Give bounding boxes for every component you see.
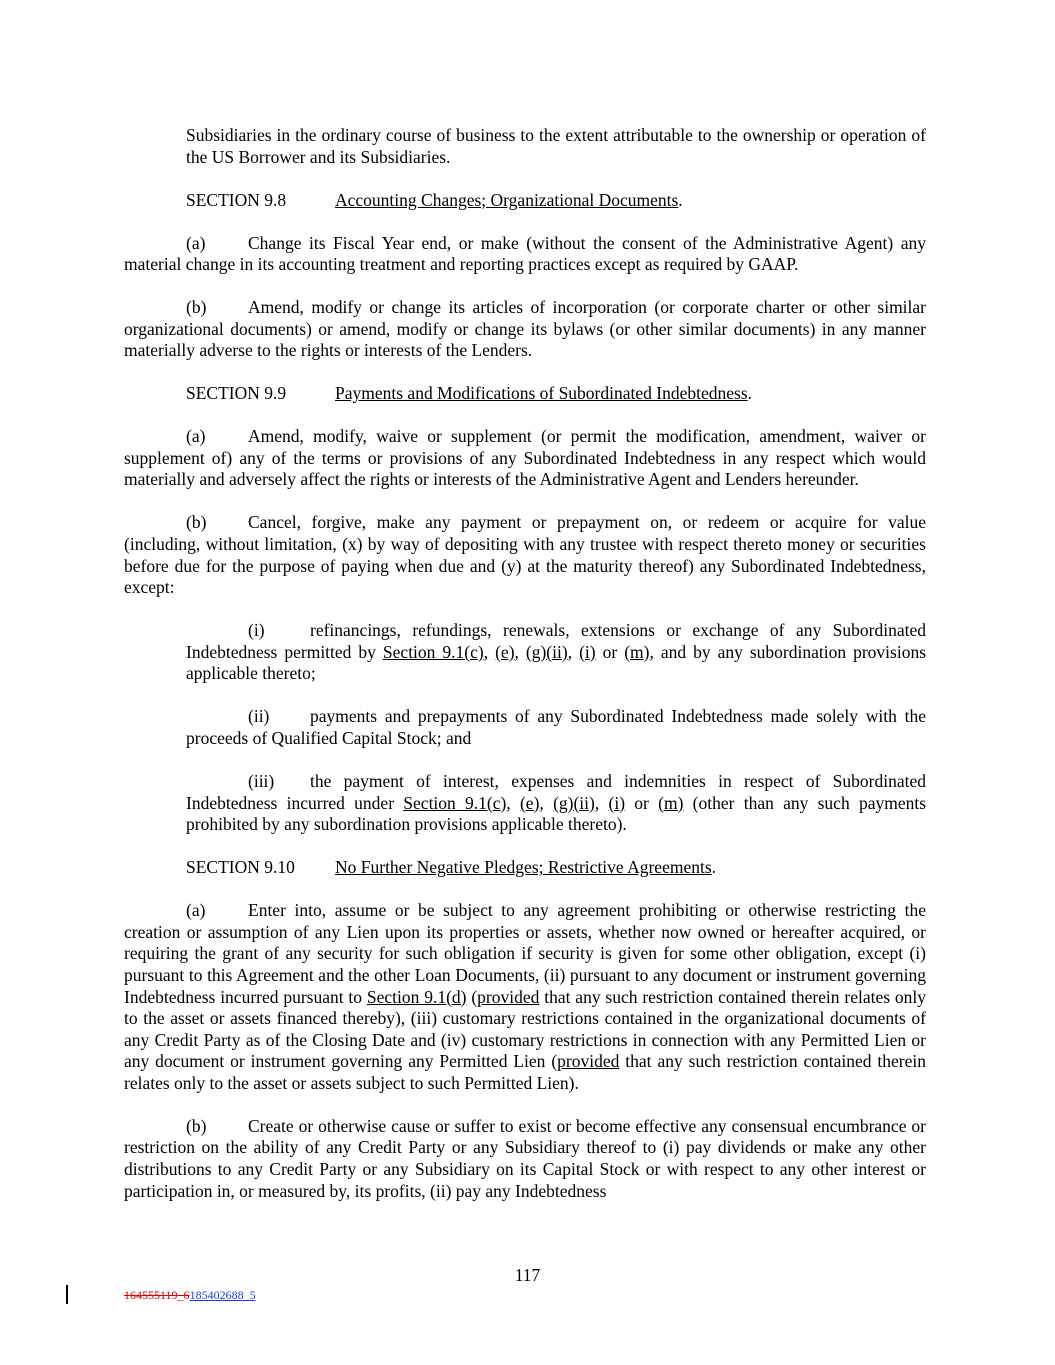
- section-title: No Further Negative Pledges; Restrictive Agreements: [335, 857, 712, 878]
- clause-text: or: [625, 792, 659, 813]
- clause-text: refinancings, refundings, renewals, extensions or exchange of any Subordinated Indebtedness permitted by: [186, 620, 926, 662]
- xref: (i): [579, 641, 596, 662]
- clause-label: (i): [248, 620, 265, 641]
- clause-text: that any such restriction contained therein relates only to the asset or assets financed thereby), (iii) customary restrictions contained in the organizational documents of any Credit Party as of the Closing Date and (iv) customary restrictions in connection with any Permitted Lien or any document or instrument governing any Permitted Lien (: [124, 986, 926, 1072]
- proviso: provided: [477, 986, 540, 1007]
- document-body: [124, 125, 926, 1224]
- clause-label: (b): [186, 297, 207, 318]
- section-9-8-heading: SECTION 9.8 Accounting Changes; Organizational Documents.: [186, 189, 683, 210]
- clause-text: or: [595, 641, 625, 662]
- subclause-i: (i) refinancings, refundings, renewals, extensions or exchange of any Subordinated Indebtedness permitted by Section 9.1(c), (e), (g)(ii), (i) or (m), and by any subordination provisions applicable thereto;: [186, 620, 927, 684]
- xref: (m): [658, 792, 684, 813]
- section-title: Accounting Changes; Organizational Documents: [335, 189, 679, 210]
- section-9-10-a: [124, 900, 926, 1094]
- xref: Section 9.1(c): [403, 792, 507, 813]
- inserted-doc-id: 185402688_5: [189, 1288, 256, 1302]
- section-9-9-a: [124, 426, 926, 491]
- xref: (m): [624, 641, 650, 662]
- proviso: provided: [557, 1051, 620, 1072]
- clause-label: (b): [186, 512, 207, 533]
- clause-text: (other than any such payments prohibited by any subordination provisions applicable thereto).: [186, 792, 927, 835]
- clause-text: Amend, modify or change its articles of incorporation (or corporate charter or other similar organizational documents) or amend, modify or change its bylaws (or other similar documents) in any manner materially adverse to the rights or interests of the Lenders.: [124, 297, 926, 361]
- change-bar: [66, 1285, 68, 1304]
- clause-text: Create or otherwise cause or suffer to exist or become effective any consensual encumbrance or restriction on the ability of any Credit Party or any Subsidiary thereof to (i) pay dividends or make any other distributions to any Credit Party or any Subsidiary on its Capital Stock or with respect to any other interest or participation in, or measured by, its profits, (ii) pay any Indebtedness: [124, 1115, 926, 1201]
- clause-text: Change its Fiscal Year end, or make (without the consent of the Administrative Agent) any material change in its accounting treatment and reporting practices except as required by GAAP.: [124, 232, 926, 275]
- subclause-ii: [186, 706, 926, 749]
- xref: Section 9.1(c): [382, 641, 484, 662]
- section-title: Payments and Modifications of Subordinated Indebtedness: [335, 383, 748, 404]
- clause-label: (a): [186, 900, 206, 921]
- xref: Section 9.1(d): [366, 986, 467, 1007]
- clause-label: (a): [186, 232, 206, 253]
- clause-label: (a): [186, 426, 206, 447]
- clause-text: (: [466, 986, 478, 1007]
- xref: (g)(ii): [525, 641, 568, 662]
- section-number: SECTION 9.9: [186, 383, 287, 404]
- section-number: SECTION 9.8: [186, 189, 287, 210]
- xref: (i): [608, 792, 626, 813]
- document-id-footer: [124, 1288, 256, 1303]
- clause-text: Enter into, assume or be subject to any agreement prohibiting or otherwise restricting the creation or assumption of any Lien upon its properties or assets, whether now owned or hereafter acquired, or requiring the grant of any security for such obligation if security is given for some other obligation, except (i) pursuant to this Agreement and the other Loan Documents, (ii) pursuant to any document or instrument governing Indebtedness incurred pursuant to: [124, 900, 926, 1007]
- subclause-iii: (iii) the payment of interest, expenses and indemnities in respect of Subordinated Indebtedness incurred under Section 9.1(c), (e), (g)(ii), (i) or (m) (other than any such payments prohibited by any subordination provisions applicable thereto).: [186, 770, 927, 835]
- intro-paragraph: Subsidiaries in the ordinary course of business to the extent attributable to the ownership or operation of the US Borrower and its Subsidiaries.: [186, 125, 926, 167]
- section-9-8-a: [124, 233, 926, 276]
- xref: (g)(ii): [553, 792, 595, 813]
- clause-label: (iii): [248, 770, 275, 791]
- section-number: SECTION 9.10: [186, 857, 295, 878]
- section-9-9-heading: SECTION 9.9 Payments and Modifications of Subordinated Indebtedness.: [186, 383, 753, 404]
- clause-text: payments and prepayments of any Subordinated Indebtedness made solely with the proceeds of Qualified Capital Stock; and: [186, 706, 926, 748]
- clause-text: Cancel, forgive, make any payment or prepayment on, or redeem or acquire for value (including, without limitation, (x) by way of depositing with any trustee with respect thereto money or securities before due for the purpose of paying when due and (y) at the maturity thereof) any Subordinated Indebtedness, except:: [124, 512, 926, 598]
- clause-text: , and by any subordination provisions applicable thereto;: [186, 641, 927, 684]
- clause-text: that any such restriction contained therein relates only to the asset or assets subject to such Permitted Lien).: [124, 1051, 927, 1093]
- xref: (e): [519, 792, 540, 813]
- clause-text: the payment of interest, expenses and indemnities in respect of Subordinated Indebtedness incurred under: [186, 770, 926, 813]
- section-9-10-heading: SECTION 9.10 No Further Negative Pledges; Restrictive Agreements.: [186, 857, 717, 878]
- page-number: 117: [514, 1265, 541, 1285]
- clause-label: (ii): [248, 706, 270, 727]
- section-9-10-b: [124, 1116, 926, 1202]
- section-9-9-b: [124, 512, 926, 598]
- section-9-8-b: [124, 297, 926, 362]
- clause-label: (b): [186, 1115, 207, 1136]
- xref: (e): [495, 641, 515, 662]
- clause-text: Amend, modify, waive or supplement (or permit the modification, amendment, waiver or supplement of) any of the terms or provisions of any Subordinated Indebtedness in any respect which would materially and adversely affect the rights or interests of the Administrative Agent and Lenders hereunder.: [124, 426, 926, 490]
- deleted-doc-id: 164555119_6: [124, 1288, 190, 1302]
